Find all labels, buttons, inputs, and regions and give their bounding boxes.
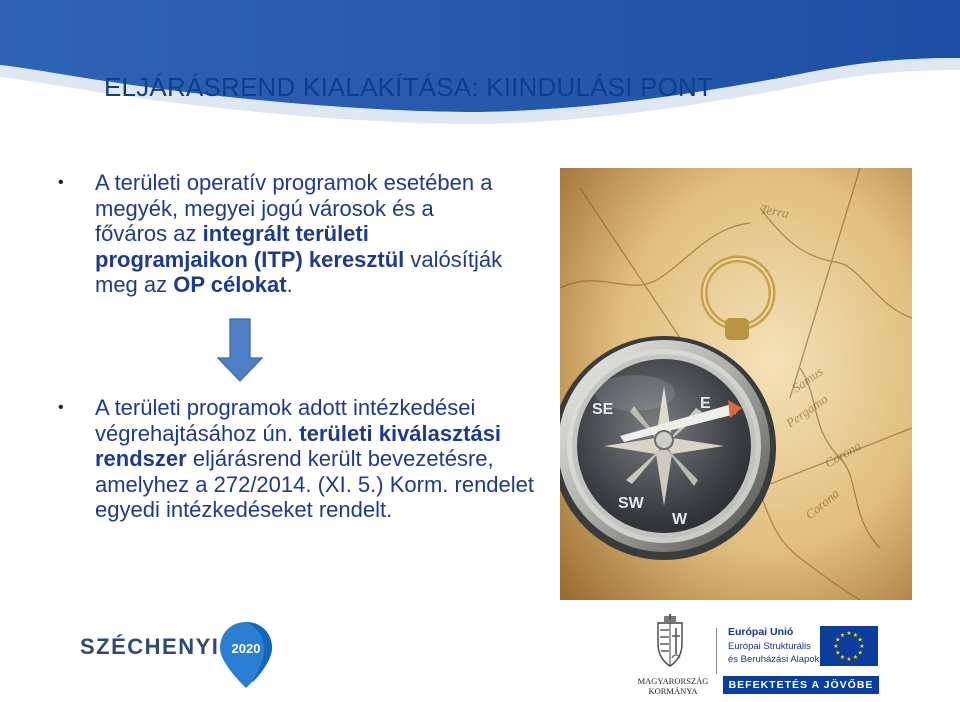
svg-text:★: ★ <box>852 631 859 639</box>
map-pin-icon <box>218 620 274 690</box>
bullet-text: A területi programok adott intézkedései végrehajtásához ún. területi kiválasztási rendszer eljárásrend került bevezetésre, amelyhez a 272/2014. (XI. 5.) Korm. rendelet egyedi intézkedéseket rendelt. <box>95 395 535 523</box>
svg-text:Corona: Corona <box>822 437 864 471</box>
svg-text:★: ★ <box>846 630 852 637</box>
bullet-marker: • <box>58 174 64 191</box>
svg-text:★: ★ <box>857 649 863 657</box>
header-wave-band <box>0 0 960 132</box>
hungarian-government-label: MAGYARORSZÁG KORMÁNYA <box>637 676 709 696</box>
svg-text:★: ★ <box>833 643 839 650</box>
bullet-text: A területi operatív programok esetében a megyék, megyei jogú városok és a főváros az integrált területi programjaikon (ITP) keresztül valósítják meg az OP célokat. <box>95 170 503 298</box>
svg-text:★: ★ <box>839 631 846 639</box>
svg-text:Terra: Terra <box>759 201 791 221</box>
eu-name: Európai Unió <box>728 626 794 638</box>
svg-text:★: ★ <box>852 654 859 662</box>
svg-text:SW: SW <box>618 495 644 512</box>
bullet-selection-system <box>58 395 538 523</box>
svg-text:Pergamo: Pergamo <box>783 391 831 431</box>
bullet-itp <box>58 170 508 298</box>
down-arrow-icon <box>217 318 263 382</box>
svg-text:★: ★ <box>857 636 863 644</box>
eu-slogan-banner: BEFEKTETÉS A JÖVŐBE <box>723 676 879 694</box>
slide-title: ELJÁRÁSREND KIALAKÍTÁSA: KIINDULÁSI PONT <box>104 72 714 102</box>
svg-text:★: ★ <box>835 636 841 644</box>
eu-flag-icon <box>820 626 878 666</box>
svg-text:W: W <box>672 511 688 528</box>
svg-text:E: E <box>700 395 711 412</box>
logo-divider <box>716 628 717 674</box>
compass-map-photo <box>560 168 912 600</box>
svg-text:★: ★ <box>859 643 865 650</box>
svg-text:Samus: Samus <box>789 363 826 396</box>
hungarian-coat-of-arms-icon <box>655 614 685 672</box>
eu-funds-line-2: és Beruházási Alapok <box>728 654 820 665</box>
bullet-marker: • <box>58 399 64 416</box>
szechenyi-2020-logo <box>80 620 280 690</box>
szechenyi-year: 2020 <box>231 641 261 656</box>
szechenyi-wordmark: SZÉCHENYI <box>80 634 220 659</box>
eu-funds-line-1: Európai Strukturális <box>728 641 811 652</box>
svg-text:Corona: Corona <box>802 485 842 523</box>
svg-text:★: ★ <box>835 649 841 657</box>
svg-text:SE: SE <box>592 401 614 418</box>
svg-text:★: ★ <box>846 656 852 663</box>
svg-text:★: ★ <box>839 654 846 662</box>
